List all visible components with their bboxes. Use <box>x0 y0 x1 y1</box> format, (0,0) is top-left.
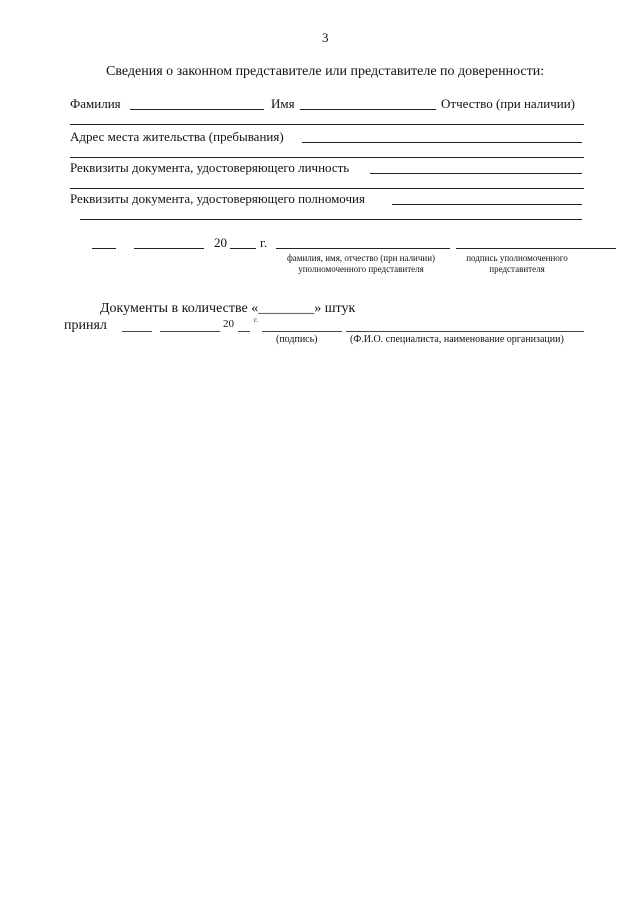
surname-label: Фамилия <box>70 96 121 111</box>
date-year-suffix: г. <box>260 235 268 250</box>
accepted-signature-caption: (подпись) <box>276 334 318 345</box>
name-label: Имя <box>271 96 295 111</box>
identity-doc-field[interactable] <box>370 173 582 174</box>
authority-doc-continuation-line[interactable] <box>80 219 582 220</box>
accepted-year-field[interactable] <box>238 331 250 332</box>
identity-doc-continuation-line[interactable] <box>70 188 584 189</box>
authority-doc-label: Реквизиты документа, удостоверяющего полномочия <box>70 191 365 206</box>
accepted-day-field[interactable] <box>122 331 152 332</box>
address-field[interactable] <box>302 142 582 143</box>
page-number: 3 <box>322 30 329 45</box>
representative-fio-field[interactable] <box>276 248 450 249</box>
accepted-label: принял <box>64 318 107 333</box>
accepted-signature-field[interactable] <box>262 331 342 332</box>
accepted-year-suffix: г. <box>254 316 258 324</box>
identity-doc-label: Реквизиты документа, удостоверяющего личность <box>70 160 350 175</box>
patronymic-continuation-line[interactable] <box>70 124 584 125</box>
name-field[interactable] <box>300 109 436 110</box>
accepted-specialist-field[interactable] <box>346 331 584 332</box>
documents-count-text: Документы в количестве «________» штук <box>100 301 356 316</box>
accepted-year-prefix: 20 <box>223 318 234 330</box>
accepted-specialist-caption: (Ф.И.О. специалиста, наименование организации) <box>350 334 564 345</box>
date-year-field[interactable] <box>230 248 256 249</box>
section-heading: Сведения о законном представителе или представителе по доверенности: <box>106 64 545 79</box>
representative-signature-caption: подпись уполномоченного представителя <box>466 253 568 274</box>
address-continuation-line[interactable] <box>70 157 584 158</box>
representative-signature-field[interactable] <box>456 248 616 249</box>
surname-field[interactable] <box>130 109 264 110</box>
address-label: Адрес места жительства (пребывания) <box>70 129 284 144</box>
date-month-field[interactable] <box>134 248 204 249</box>
patronymic-label: Отчество (при наличии) <box>441 96 576 111</box>
date-day-field[interactable] <box>92 248 116 249</box>
representative-fio-caption: фамилия, имя, отчество (при наличии) уполномоченного представителя <box>286 253 436 274</box>
accepted-month-field[interactable] <box>160 331 220 332</box>
date-year-prefix: 20 <box>214 235 227 250</box>
authority-doc-field[interactable] <box>392 204 582 205</box>
